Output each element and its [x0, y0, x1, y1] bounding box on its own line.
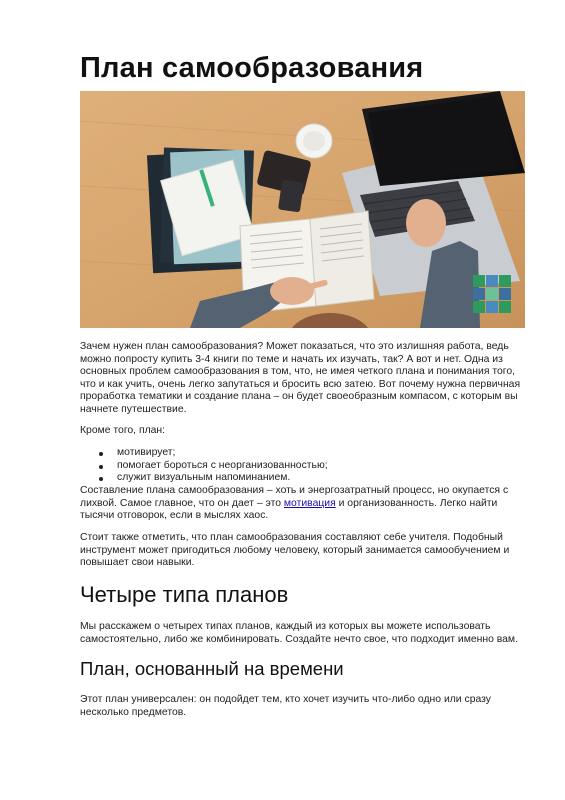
- list-item: служит визуальным напоминанием.: [80, 472, 520, 485]
- motivation-text-after: и организованность. Легко найти тысячи отговорок, если в мыслях хаос.: [80, 497, 498, 522]
- list-item: мотивирует;: [80, 447, 520, 460]
- section-heading: Четыре типа планов: [80, 582, 289, 607]
- plan-types-paragraph: Мы расскажем о четырех типах планов, каждый из которых вы можете использовать самостоятельно, либо же комбинировать. Создайте нечто свое, что подходит именно вам.: [80, 621, 518, 645]
- list-item: помогает бороться с неорганизованностью;: [80, 460, 520, 473]
- motivation-text-before: Составление плана самообразования – хоть и энергозатратный процесс, но окупается с лихвой. Самое главное, что он дает – это: [80, 485, 509, 509]
- hero-image: [80, 91, 525, 328]
- benefits-list: [80, 447, 520, 485]
- motivation-paragraph: [80, 485, 525, 523]
- intro-paragraph: Зачем нужен план самообразования? Может показаться, что это излишняя работа, ведь можно попросту купить 3-4 книги по теме и начать их изучать, так? А вот и нет. Одна из основных проблем самообразования в том, что, не имея четкого плана и понимания того, что и как учить, очень легко запутаться и бросить всю затею. Вот почему нужна первичная проработка тематики и создание плана – он будет своеобразным компасом, с которым вы начнете путешествие.: [80, 341, 521, 415]
- time-plan-paragraph: Этот план универсален: он подойдет тем, кто хочет изучить что-либо одно или сразу несколько предметов.: [80, 694, 491, 718]
- subsection-heading: План, основанный на времени: [80, 658, 344, 679]
- page-title: План самообразования: [80, 52, 424, 84]
- teachers-paragraph: Стоит также отметить, что план самообразования составляют себе учителя. Подобный инструмент может пригодиться любому человеку, который занимается самообучением и повышает свои навыки.: [80, 532, 510, 569]
- plan-lead-text: Кроме того, план:: [80, 425, 166, 436]
- motivation-link[interactable]: мотивация: [283, 497, 336, 509]
